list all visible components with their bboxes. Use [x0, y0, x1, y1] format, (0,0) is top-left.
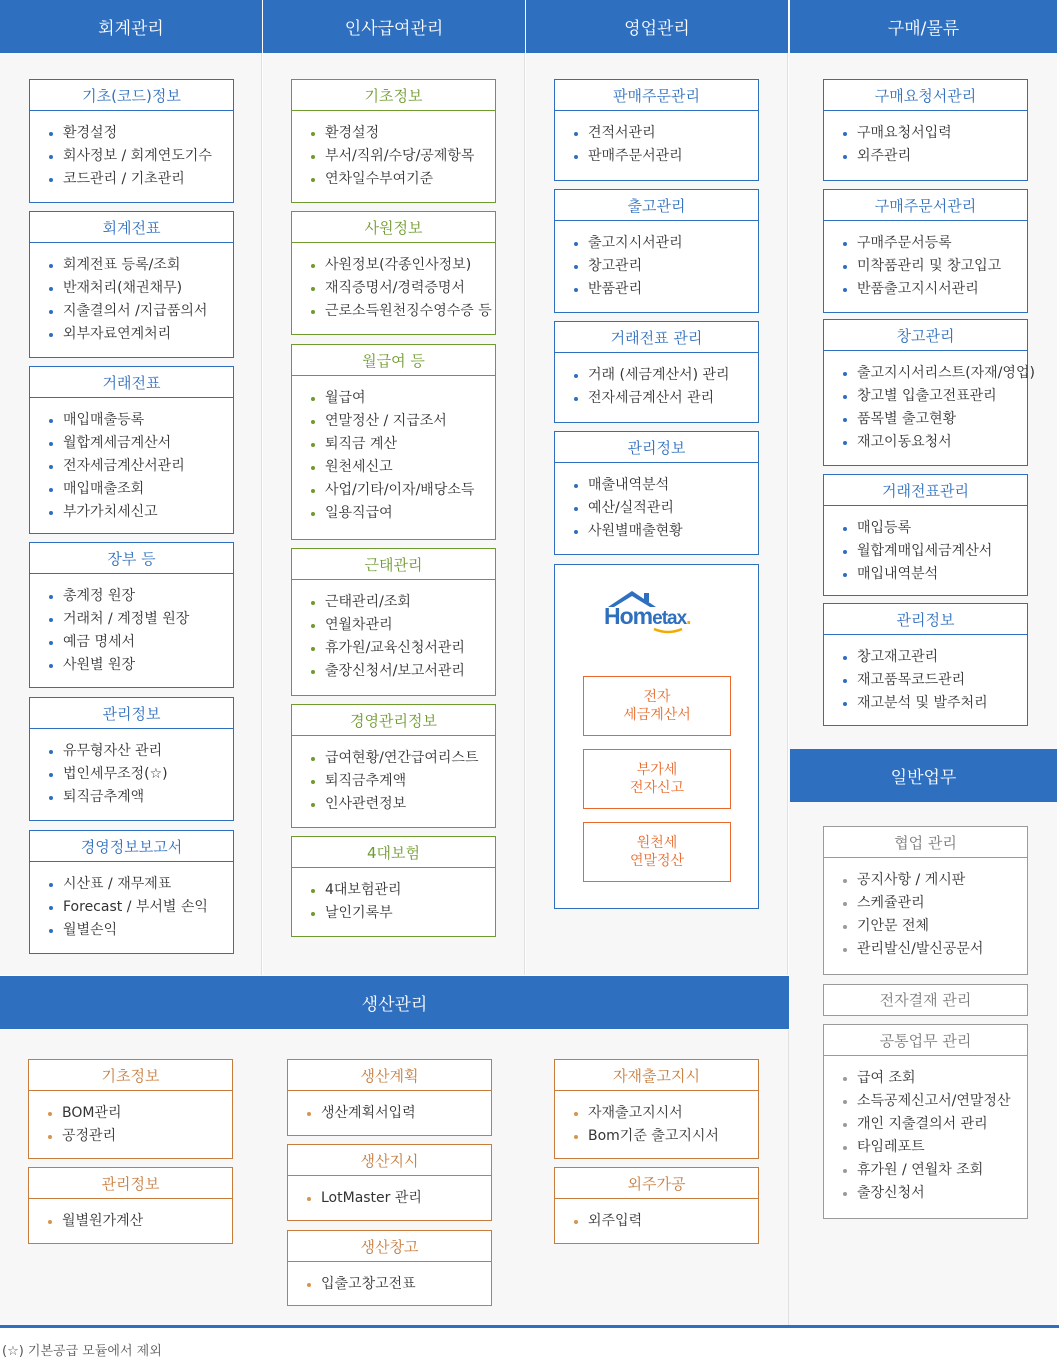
list-item: 판매주문서관리 [588, 145, 758, 168]
list-item: 매입매출등록 [63, 409, 233, 432]
list-item: 연차일수부여기준 [325, 168, 495, 191]
list-item: 반품출고지시서관리 [857, 278, 1027, 301]
list-item: 휴가원/교육신청서관리 [325, 637, 495, 660]
list-item: 외부자료연계처리 [63, 323, 233, 346]
list-item: 창고재고관리 [857, 646, 1027, 669]
list-item: 자재출고지시서 [588, 1102, 758, 1125]
box-title: 근태관리 [292, 549, 495, 580]
accounting-box-report [29, 830, 234, 954]
box-title: 기초정보 [29, 1060, 232, 1091]
list-item: Forecast / 부서별 손익 [63, 896, 233, 919]
box-title: 장부 등 [30, 543, 233, 574]
hr-box-management [291, 704, 496, 828]
orange-box-line: 전자 [643, 689, 671, 705]
general-box-common [823, 1024, 1028, 1219]
orange-box-line: 원천세 [636, 835, 678, 851]
box-title: 거래전표 관리 [555, 322, 758, 353]
header-accounting: 회계관리 [0, 0, 262, 53]
list-item: 근태관리/조회 [325, 591, 495, 614]
box-title: 판매주문관리 [555, 80, 758, 111]
logo-text-tax: tax [661, 608, 687, 629]
list-item: 타임레포트 [857, 1136, 1027, 1159]
list-item: 회계전표 등록/조회 [63, 254, 233, 277]
accounting-box-voucher [29, 211, 234, 358]
hometax-vat-filing [583, 749, 731, 809]
accounting-box-management [29, 697, 234, 821]
list-item: 회사정보 / 회계연도기수 [63, 145, 233, 168]
production-box-outsourcing [554, 1167, 759, 1244]
box-title: 경영관리정보 [292, 705, 495, 736]
hr-box-employee [291, 211, 496, 335]
list-item: 외주관리 [857, 145, 1027, 168]
logo-dot: . [686, 608, 691, 629]
general-box-approval [823, 984, 1028, 1016]
box-title: 생산계획 [288, 1060, 491, 1091]
list-item: 전자세금계산서 관리 [588, 387, 758, 410]
list-item: 법인세무조정(☆) [63, 763, 233, 786]
production-box-plan [287, 1059, 492, 1136]
list-item: Bom기준 출고지시서 [588, 1125, 758, 1148]
list-item: 환경설정 [325, 122, 495, 145]
hometax-box [554, 564, 759, 909]
box-title: 외주가공 [555, 1168, 758, 1199]
hr-box-basic [291, 79, 496, 203]
logo-smile-icon [600, 589, 720, 635]
box-title: 구매요청서관리 [824, 80, 1027, 111]
box-title: 기초정보 [292, 80, 495, 111]
list-item: 급여현황/연간급여리스트 [325, 747, 495, 770]
list-item: 월급여 [325, 387, 495, 410]
box-title: 전자결재 관리 [824, 985, 1027, 1014]
list-item: LotMaster 관리 [321, 1187, 491, 1210]
box-title: 월급여 등 [292, 345, 495, 376]
list-item: 인사관련정보 [325, 793, 495, 816]
box-title: 출고관리 [555, 190, 758, 221]
list-item: 반재처리(채권채무) [63, 277, 233, 300]
list-item: 개인 지출결의서 관리 [857, 1113, 1027, 1136]
box-title: 사원정보 [292, 212, 495, 243]
accounting-box-trade [29, 366, 234, 534]
purchase-box-management [823, 603, 1028, 726]
purchase-box-request [823, 79, 1028, 181]
production-box-management [28, 1167, 233, 1244]
logo-text-hom: Hom [604, 603, 653, 629]
orange-box-line: 세금계산서 [623, 707, 691, 723]
list-item: 근로소득원천징수영수증 등 [325, 300, 495, 323]
box-title: 공통업무 관리 [824, 1025, 1027, 1056]
hr-box-insurance [291, 836, 496, 937]
list-item: 매출내역분석 [588, 474, 758, 497]
list-item: 재고품목코드관리 [857, 669, 1027, 692]
orange-box-line: 전자신고 [629, 780, 685, 796]
list-item: 부가가치세신고 [63, 501, 233, 524]
sales-box-order [554, 79, 759, 181]
list-item: 출고지시서리스트(자재/영업) [857, 362, 1027, 385]
list-item: 시산표 / 재무제표 [63, 873, 233, 896]
box-title: 회계전표 [30, 212, 233, 243]
list-item: 출장신청서 [857, 1182, 1027, 1205]
orange-box-line: 부가세 [636, 762, 678, 778]
list-item: 공정관리 [62, 1125, 232, 1148]
list-item: 월별원가계산 [62, 1210, 232, 1233]
box-title: 4대보험 [292, 837, 495, 868]
list-item: 부서/직위/수당/공제항목 [325, 145, 495, 168]
box-title: 관리정보 [29, 1168, 232, 1199]
box-title: 자재출고지시 [555, 1060, 758, 1091]
header-purchase: 구매/물류 [790, 0, 1057, 53]
production-box-warehouse [287, 1230, 492, 1306]
list-item: 월별손익 [63, 919, 233, 942]
list-item: 거래처 / 계정별 원장 [63, 608, 233, 631]
header-hr: 인사급여관리 [263, 0, 525, 53]
list-item: 지출결의서 /지급품의서 [63, 300, 233, 323]
list-item: 기안문 전체 [857, 915, 1027, 938]
list-item: 매입내역분석 [857, 563, 1027, 586]
list-item: 환경설정 [63, 122, 233, 145]
list-item: 창고별 입출고전표관리 [857, 385, 1027, 408]
list-item: 스케쥴관리 [857, 892, 1027, 915]
header-sales: 영업관리 [526, 0, 788, 53]
list-item: 매입매출조회 [63, 478, 233, 501]
box-title: 생산창고 [288, 1231, 491, 1262]
hr-box-attendance [291, 548, 496, 696]
list-item: 퇴직금 계산 [325, 433, 495, 456]
box-title: 구매주문서관리 [824, 190, 1027, 221]
list-item: 예금 명세서 [63, 631, 233, 654]
list-item: 재직증명서/경력증명서 [325, 277, 495, 300]
list-item: 구매요청서입력 [857, 122, 1027, 145]
list-item: 품목별 출고현황 [857, 408, 1027, 431]
list-item: 공지사항 / 게시판 [857, 869, 1027, 892]
bottom-rule [0, 1325, 1059, 1328]
list-item: 입출고창고전표 [321, 1273, 491, 1296]
production-box-order [287, 1144, 492, 1221]
orange-box-line: 연말정산 [629, 853, 685, 869]
list-item: 구매주문서등록 [857, 232, 1027, 255]
purchase-box-warehouse [823, 319, 1035, 466]
hometax-logo [600, 589, 720, 635]
list-item: 매입등록 [857, 517, 1027, 540]
header-general: 일반업무 [790, 749, 1057, 802]
list-item: 월합계세금계산서 [63, 432, 233, 455]
list-item: 연말정산 / 지급조서 [325, 410, 495, 433]
header-production: 생산관리 [0, 976, 789, 1029]
footnote: (☆) 기본공급 모듈에서 제외 [2, 1344, 162, 1359]
sales-box-trade [554, 321, 759, 423]
production-box-material [554, 1059, 759, 1159]
box-title: 협업 관리 [824, 827, 1027, 858]
list-item: 창고관리 [588, 255, 758, 278]
purchase-box-trade [823, 474, 1028, 596]
accounting-box-basic [29, 79, 234, 203]
list-item: 전자세금계산서관리 [63, 455, 233, 478]
list-item: 외주입력 [588, 1210, 758, 1233]
list-item: 출고지시서관리 [588, 232, 758, 255]
list-item: 퇴직금추계액 [325, 770, 495, 793]
list-item: 미착품관리 및 창고입고 [857, 255, 1027, 278]
list-item: 견적서관리 [588, 122, 758, 145]
box-title: 생산지시 [288, 1145, 491, 1176]
list-item: BOM관리 [62, 1102, 232, 1125]
list-item: 유무형자산 관리 [63, 740, 233, 763]
list-item: 반품관리 [588, 278, 758, 301]
box-title: 거래전표 [30, 367, 233, 398]
production-box-basic [28, 1059, 233, 1159]
box-title: 기초(코드)정보 [30, 80, 233, 111]
box-title: 창고관리 [824, 320, 1027, 351]
sales-box-shipping [554, 189, 759, 313]
hometax-withholding [583, 822, 731, 882]
list-item: 재고이동요청서 [857, 431, 1027, 454]
hr-box-payroll [291, 344, 496, 540]
list-item: 휴가원 / 연월차 조회 [857, 1159, 1027, 1182]
list-item: 사원별매출현황 [588, 520, 758, 543]
list-item: 날인기록부 [325, 902, 495, 925]
list-item: 관리발신/발신공문서 [857, 938, 1027, 961]
list-item: 사원별 원장 [63, 654, 233, 677]
list-item: 코드관리 / 기초관리 [63, 168, 233, 191]
list-item: 사업/기타/이자/배당소득 [325, 479, 495, 502]
list-item: 연월차관리 [325, 614, 495, 637]
list-item: 예산/실적관리 [588, 497, 758, 520]
list-item: 생산계획서입력 [321, 1102, 491, 1125]
logo-text-e: e [652, 608, 662, 629]
box-title: 관리정보 [30, 698, 233, 729]
box-title: 관리정보 [555, 432, 758, 463]
list-item: 원천세신고 [325, 456, 495, 479]
list-item: 사원정보(각종인사정보) [325, 254, 495, 277]
general-box-collab [823, 826, 1028, 975]
accounting-box-ledger [29, 542, 234, 688]
box-title: 거래전표관리 [824, 475, 1027, 506]
list-item: 퇴직금추계액 [63, 786, 233, 809]
box-title: 경영정보보고서 [30, 831, 233, 862]
list-item: 총계정 원장 [63, 585, 233, 608]
list-item: 4대보험관리 [325, 879, 495, 902]
list-item: 거래 (세금계산서) 관리 [588, 364, 758, 387]
list-item: 월합계매입세금계산서 [857, 540, 1027, 563]
hometax-tax-invoice [583, 676, 731, 736]
box-title: 관리정보 [824, 604, 1027, 635]
purchase-box-order [823, 189, 1028, 313]
list-item: 급여 조회 [857, 1067, 1027, 1090]
list-item: 재고분석 및 발주처리 [857, 692, 1027, 715]
list-item: 출장신청서/보고서관리 [325, 660, 495, 683]
sales-box-management [554, 431, 759, 555]
list-item: 소득공제신고서/연말정산 [857, 1090, 1027, 1113]
list-item: 일용직급여 [325, 502, 495, 525]
